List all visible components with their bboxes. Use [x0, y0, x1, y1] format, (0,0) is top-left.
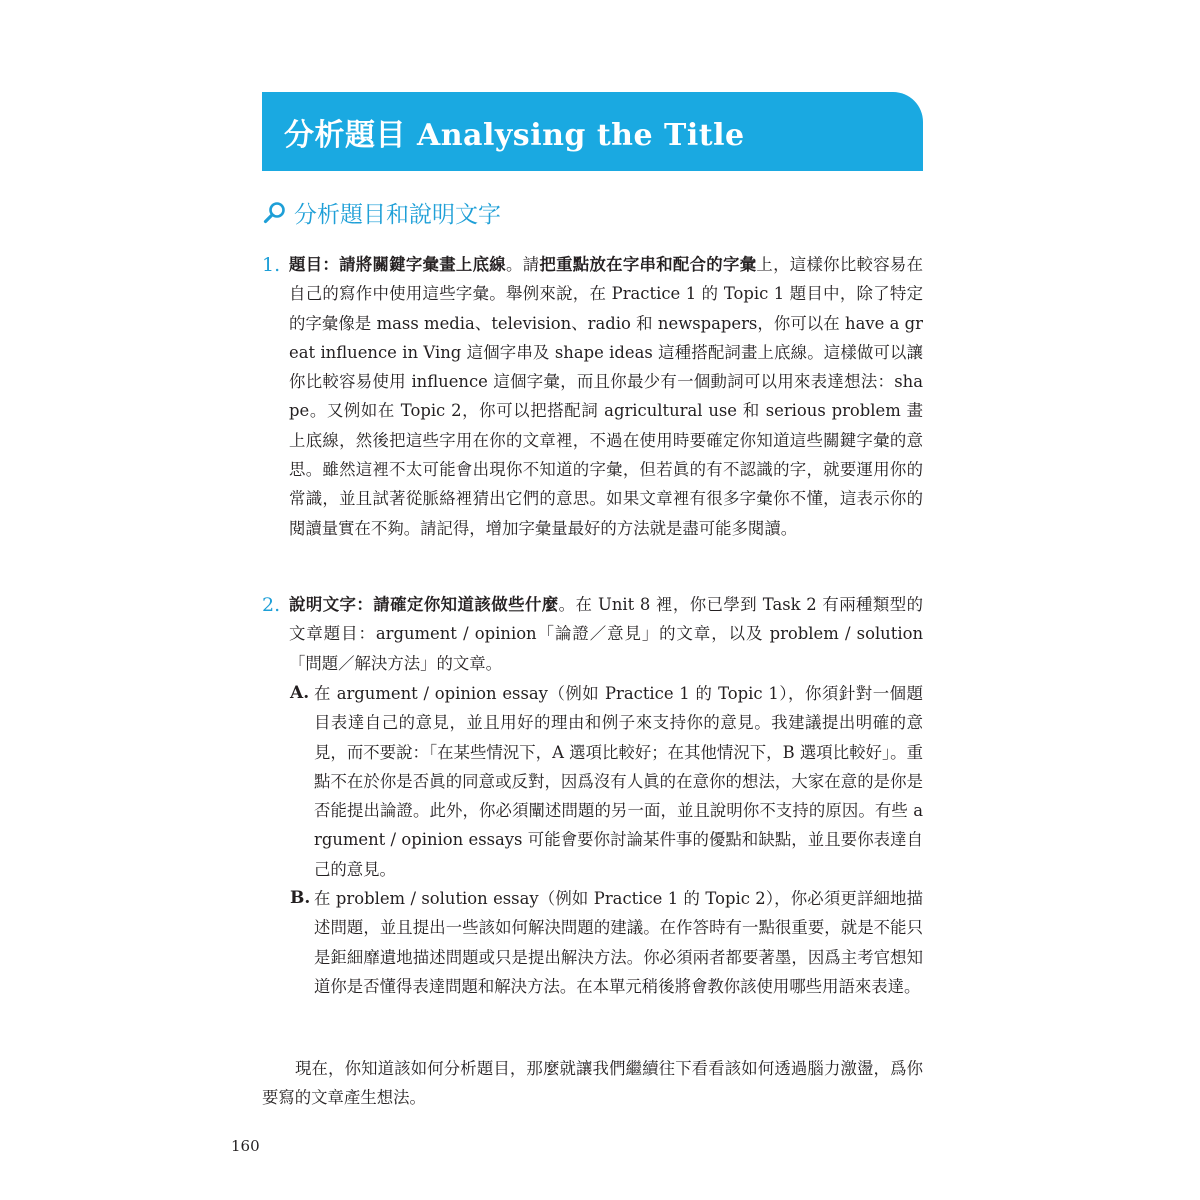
- subheading: [262, 196, 501, 229]
- subitem-a-text: 在 argument / opinion essay（例如 Practice 1 的 Topic 1），你須針對一個題目表達自己的意見，並且用好的理由和例子來支持你的意見。我建議提出明確的意見，而不要說：「在某些情況下，A 選項比較好；在其他情況下，B 選項比較好」。重點不在於你是否眞的同意或反對，因爲沒有人眞的在意你的想法，大家在意的是你是否能提出論證。此外，你必須闡述問題的另一面，並且說明你不支持的原因。有些 argument / opinion essays 可能會要你討論某件事的優點和缺點，並且要你表達自己的意見。: [314, 684, 923, 879]
- item-1-text-b: 上，這樣你比較容易在自己的寫作中使用這些字彙。舉例來說，在 Practice 1 的 Topic 1 題目中，除了特定的字彙像是 mass media、television、radio 和 newspapers，你可以在 have a great influence in Ving 這個字串及 shape ideas 這種搭配詞畫上底線。這樣做可以讓你比較容易使用 influence 這個字彙，而且你最少有一個動詞可以用來表達想法：shape。又例如在 Topic 2，你可以把搭配詞 agricultural use 和 serious problem 畫上底線，然後把這些字用在你的文章裡，不過在使用時要確定你知道這些關鍵字彙的意思。雖然這裡不太可能會出現你不知道的字彙，但若眞的有不認識的字，就要運用你的常識，並且試著從脈絡裡猜出它們的意思。如果文章裡有很多字彙你不懂，這表示你的閱讀量實在不夠。請記得，增加字彙量最好的方法就是盡可能多閱讀。: [289, 255, 924, 538]
- item-1-paragraph: [289, 250, 923, 543]
- subitem-b-text: 在 problem / solution essay（例如 Practice 1 的 Topic 2），你必須更詳細地描述問題，並且提出一些該如何解決問題的建議。在作答時有一點很重要，就是不能只是鉅細靡遺地描述問題或只是提出解決方法。你必須兩者都要著墨，因爲主考官想知道你是否懂得表達問題和解決方法。在本單元稍後將會教你該使用哪些用語來表達。: [314, 889, 923, 996]
- magnifier-icon: [262, 200, 288, 226]
- page-number: 160: [231, 1137, 260, 1155]
- item-2-bold-lead: 說明文字：請確定你知道該做些什麼: [289, 595, 559, 614]
- item-1-bold-lead: 題目：請將關鍵字彙畫上底線: [289, 255, 506, 274]
- item-number-1: 1.: [262, 254, 281, 276]
- section-title: 分析題目 Analysing the Title: [284, 117, 745, 153]
- item-2-text: 。在 Unit 8 裡，你已學到 Task 2 有兩種類型的文章題目：argument / opinion「論證／意見」的文章，以及 problem / solution「問題／解決方法」的文章。: [289, 595, 924, 673]
- item-1-text-a: 。請: [506, 255, 540, 274]
- section-banner: [262, 92, 923, 171]
- item-2-paragraph: [289, 590, 923, 678]
- item-1-bold-mid: 把重點放在字串和配合的字彙: [539, 255, 757, 274]
- subitem-letter-a: A.: [290, 683, 310, 703]
- subitem-letter-b: B.: [290, 888, 311, 908]
- subheading-text: 分析題目和說明文字: [294, 202, 501, 228]
- closing-paragraph: 現在，你知道該如何分析題目，那麼就讓我們繼續往下看看該如何透過腦力激盪，爲你要寫的文章產生想法。: [262, 1059, 923, 1108]
- item-number-2: 2.: [262, 594, 281, 616]
